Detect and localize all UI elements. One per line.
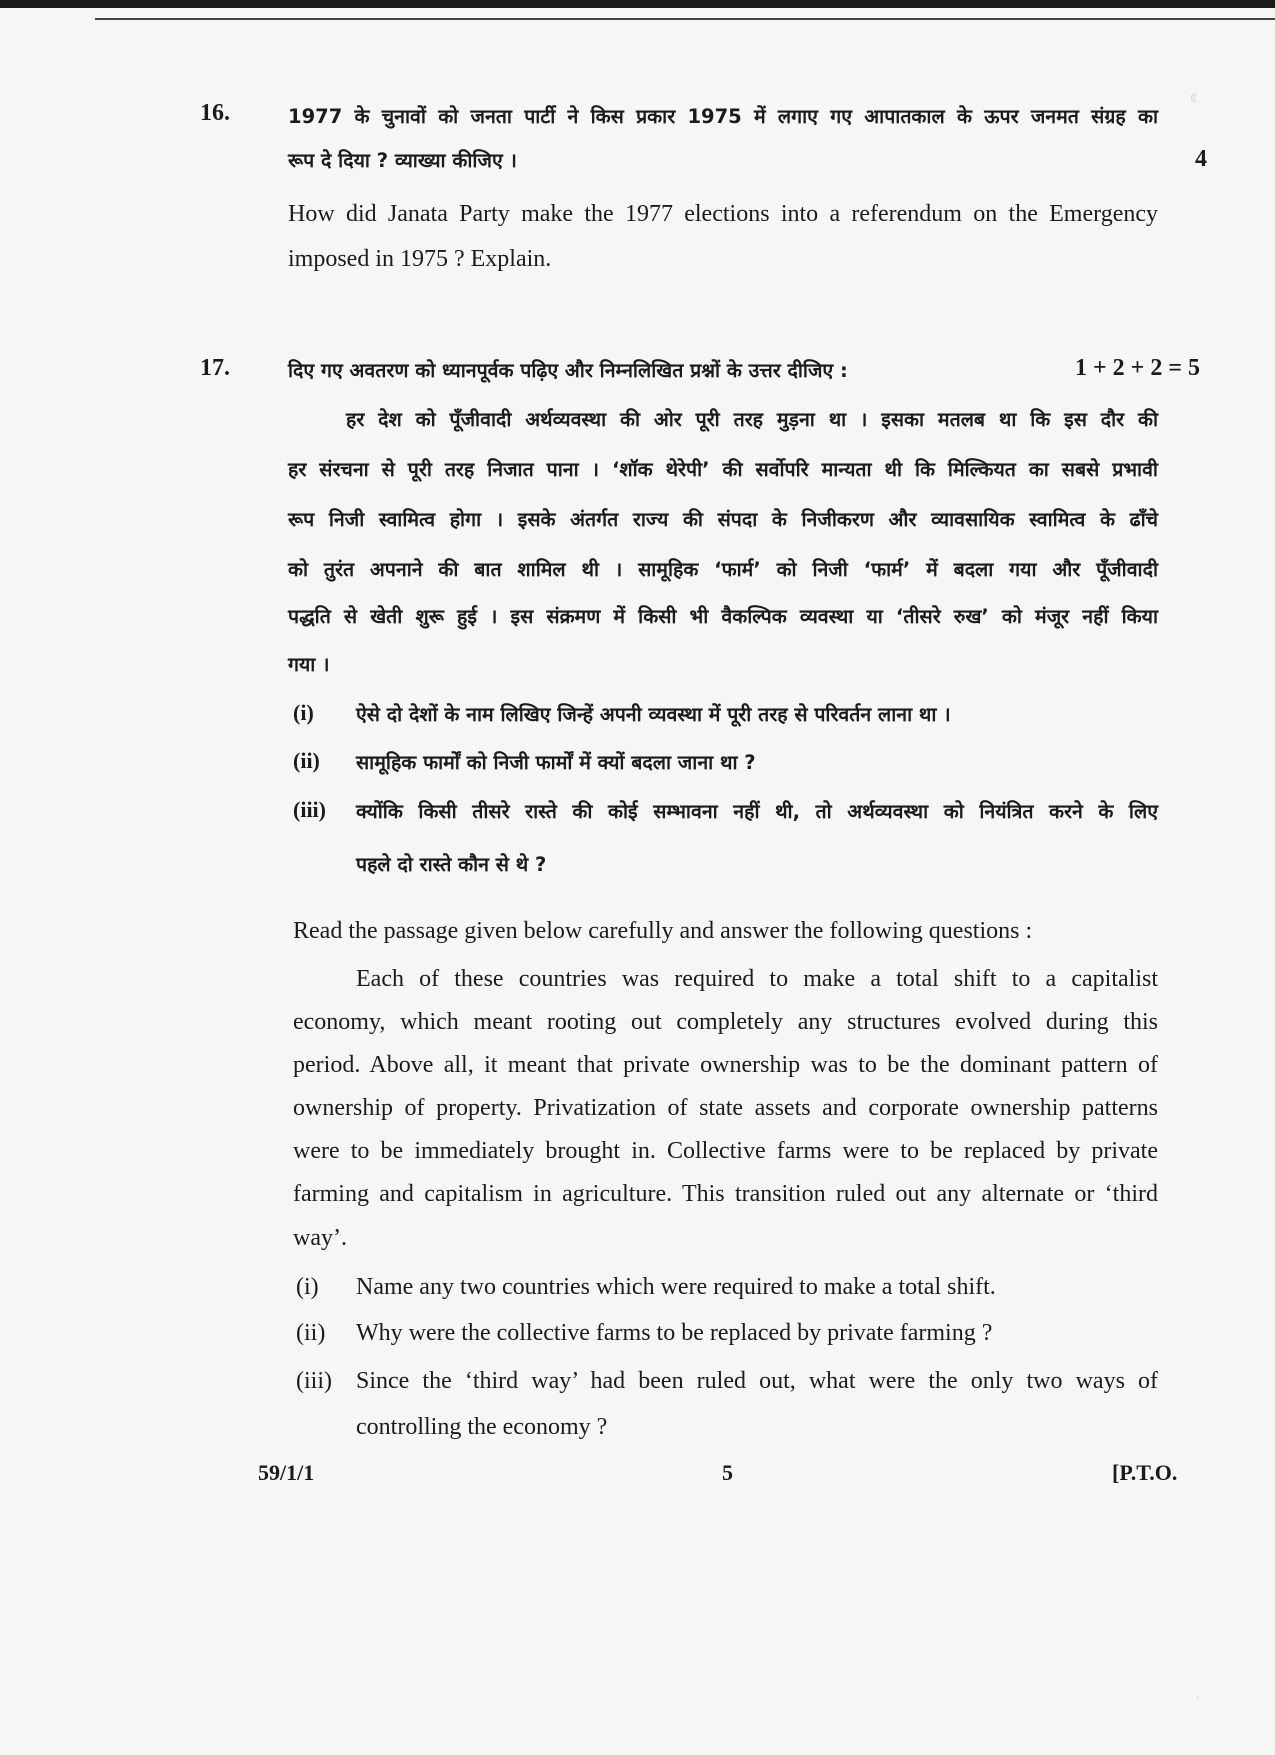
question-number: 17. [200,355,230,381]
english-line: imposed in 1975 ? Explain. [288,246,552,272]
passage-line: economy, which meant rooting out completely any structures evolved during this [293,1009,1158,1035]
top-rule [95,18,1275,20]
sub-question-text: Since the ‘third way’ had been ruled out, what were the only two ways of [356,1368,1158,1394]
marks: 1 + 2 + 2 = 5 [1075,355,1201,381]
passage-line: को तुरंत अपनाने की बात शामिल थी । सामूहिक ‘फार्म’ को निजी ‘फार्म’ में बदला गया और पूँजीवादी [288,558,1158,581]
sub-question-number: (ii) [296,1320,326,1346]
passage-line: ownership of property. Privatization of state assets and corporate ownership patterns [293,1095,1158,1121]
sub-question-number: (i) [296,1274,319,1300]
passage-line: हर संरचना से पूरी तरह निजात पाना । ‘शॉक थेरेपी’ की सर्वोपरि मान्यता थी कि मिल्कियत का सबसे प्रभावी [288,458,1158,481]
top-border [0,0,1275,8]
sub-question-text: controlling the economy ? [356,1414,608,1440]
sub-question-text: Why were the collective farms to be replaced by private farming ? [356,1320,993,1346]
marks: 4 [1195,146,1207,172]
hindi-instruction: दिए गए अवतरण को ध्यानपूर्वक पढ़िए और निम्नलिखित प्रश्नों के उत्तर दीजिए : [288,359,848,382]
passage-line: रूप निजी स्वामित्व होगा । इसके अंतर्गत राज्य की संपदा के निजीकरण और व्यावसायिक स्वामित्व के ढाँचे [288,508,1158,531]
paper-code: 59/1/1 [258,1460,315,1485]
english-instruction: Read the passage given below carefully and answer the following questions : [293,918,1033,944]
sub-question-number: (ii) [293,748,320,773]
passage-line: गया । [288,653,330,676]
hindi-line: रूप दे दिया ? व्याख्या कीजिए । [288,149,517,172]
sub-question-text: Name any two countries which were required to make a total shift. [356,1274,996,1300]
passage-line: were to be immediately brought in. Collective farms were to be replaced by private [293,1138,1158,1164]
passage-line: हर देश को पूँजीवादी अर्थव्यवस्था की ओर पूरी तरह मुड़ना था । इसका मतलब था कि इस दौर की [346,408,1158,431]
passage-line: पद्धति से खेती शुरू हुई । इस संक्रमण में किसी भी वैकल्पिक व्यवस्था या ‘तीसरे रुख’ को मंजूर नहीं किया [288,605,1158,628]
passage-line: period. Above all, it meant that private ownership was to be the dominant pattern of [293,1052,1158,1078]
page-number: 5 [722,1460,733,1485]
bleed-mark: ¢ [1190,90,1198,107]
sub-question-number: (i) [293,700,314,725]
sub-question-text: पहले दो रास्ते कौन से थे ? [356,853,547,876]
sub-question-text: क्योंकि किसी तीसरे रास्ते की कोई सम्भावना नहीं थी, तो अर्थव्यवस्था को नियंत्रित करने के लिए [356,800,1158,823]
bleed-mark-2: · [1195,1690,1201,1707]
pto-label: [P.T.O. [1112,1460,1178,1485]
english-line: How did Janata Party make the 1977 elections into a referendum on the Emergency [288,201,1158,227]
hindi-line: 1977 के चुनावों को जनता पार्टी ने किस प्रकार 1975 में लगाए गए आपातकाल के ऊपर जनमत संग्रह का [288,105,1158,128]
passage-line: way’. [293,1225,347,1251]
passage-line: farming and capitalism in agriculture. This transition ruled out any alternate or ‘third [293,1181,1158,1207]
sub-question-number: (iii) [293,797,326,822]
passage-line: Each of these countries was required to make a total shift to a capitalist [356,966,1158,992]
sub-question-text: ऐसे दो देशों के नाम लिखिए जिन्हें अपनी व्यवस्था में पूरी तरह से परिवर्तन लाना था । [356,703,951,726]
question-number: 16. [200,100,230,126]
sub-question-text: सामूहिक फार्मों को निजी फार्मों में क्यों बदला जाना था ? [356,751,756,774]
sub-question-number: (iii) [296,1368,332,1394]
